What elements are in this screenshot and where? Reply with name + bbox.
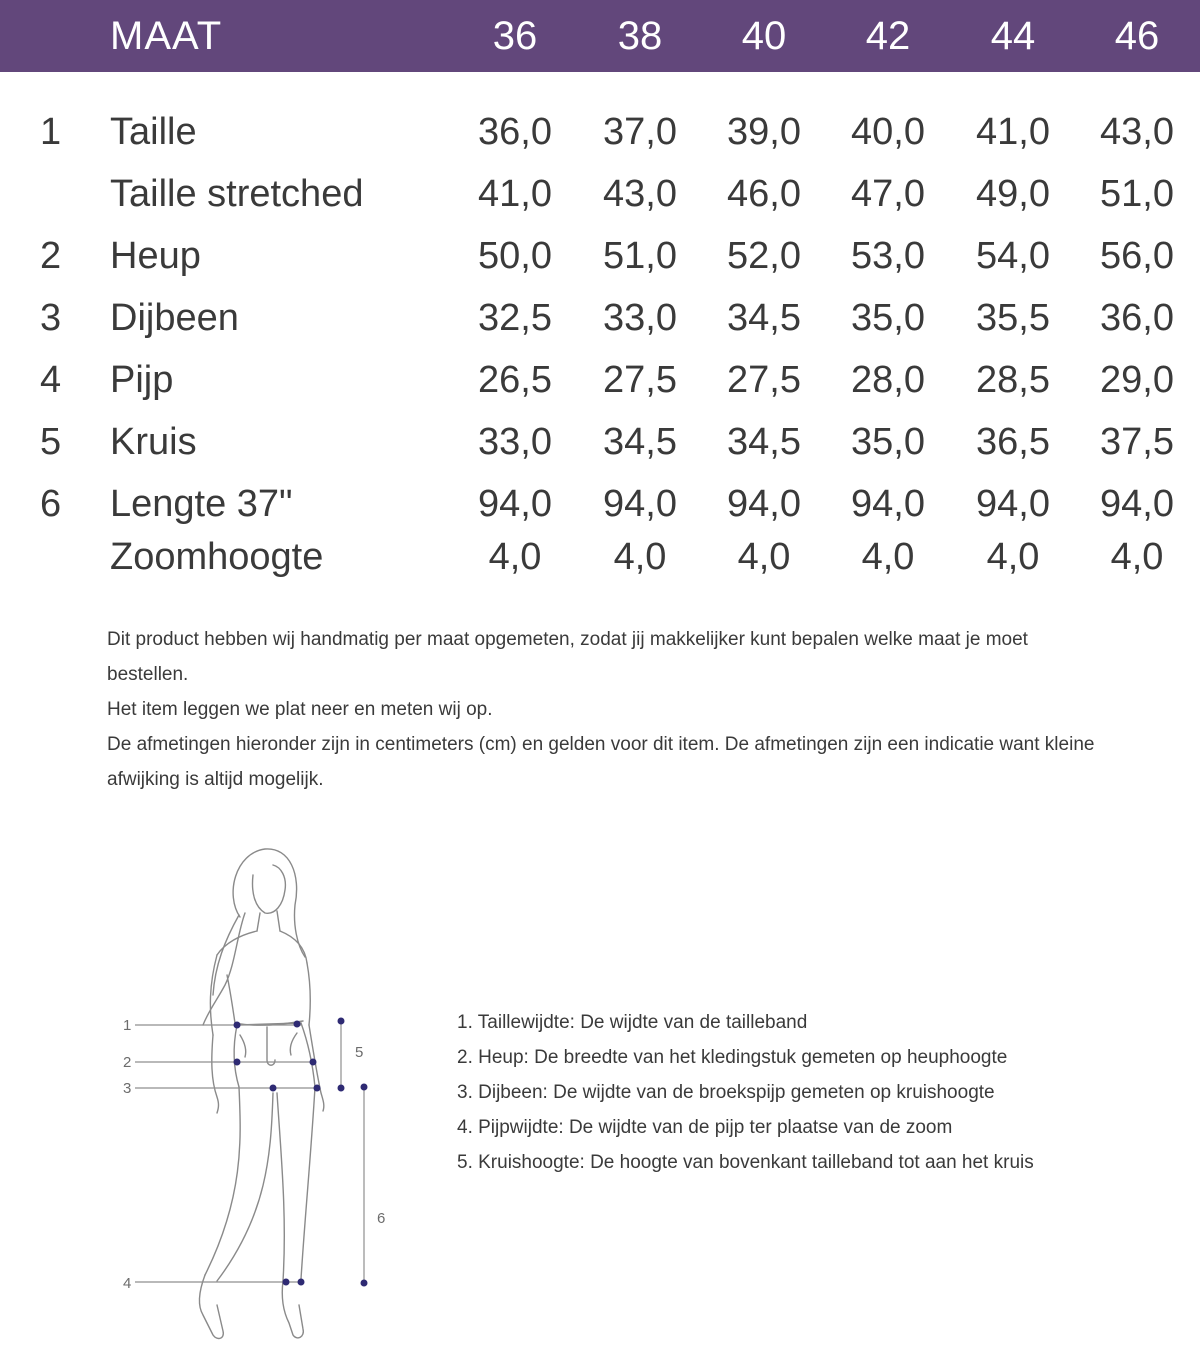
row-value: 43,0 [603,173,677,215]
row-value: 51,0 [603,235,677,277]
size-42-header: 42 [865,14,911,58]
row-value: 4,0 [737,536,791,578]
row-value: 27,5 [727,359,801,401]
row-value: 34,5 [727,421,801,463]
legend-item: 5. Kruishoogte: De hoogte van bovenkant tailleband tot aan het kruis [457,1152,1034,1173]
row-value: 4,0 [488,536,542,578]
size-44-header: 44 [990,14,1036,58]
table-row [0,527,1200,587]
table-row [0,102,1200,162]
note-paragraph: Het item leggen we plat neer en meten wij op. [107,699,493,720]
measurement-legend [457,1005,1097,1180]
legend-item: 3. Dijbeen: De wijdte van de broekspijp gemeten op kruishoogte [457,1082,995,1103]
row-value: 4,0 [986,536,1040,578]
row-value: 94,0 [727,483,801,525]
figure-label-3: 3 [123,1080,132,1097]
size-38-header: 38 [617,14,663,58]
figure-label-5: 5 [355,1044,364,1061]
row-value: 37,0 [603,111,677,153]
row-number: 5 [40,421,62,463]
figure-illustration [105,835,405,1365]
figure-label-4: 4 [123,1275,132,1292]
table-row [0,226,1200,286]
table-row [0,474,1200,534]
note-paragraph: De afmetingen hieronder zijn in centimeters (cm) en gelden voor dit item. De afmetingen zijn een indicatie want kleine afwijking is altijd mogelijk. [107,734,1095,790]
row-label: Lengte 37" [110,483,293,525]
row-value: 26,5 [478,359,552,401]
row-number: 1 [40,111,62,153]
row-value: 56,0 [1100,235,1174,277]
row-value: 47,0 [851,173,925,215]
size-36-header: 36 [492,14,538,58]
row-label: Pijp [110,359,174,401]
row-value: 94,0 [478,483,552,525]
row-value: 53,0 [851,235,925,277]
row-value: 52,0 [727,235,801,277]
legend-item: 1. Taillewijdte: De wijdte van de tailleband [457,1012,808,1033]
row-value: 36,5 [976,421,1050,463]
measurement-marker-dots [234,1018,368,1287]
table-row [0,350,1200,410]
row-value: 54,0 [976,235,1050,277]
row-value: 41,0 [976,111,1050,153]
row-value: 51,0 [1100,173,1174,215]
figure-label-1: 1 [123,1017,132,1034]
legend-item: 4. Pijpwijdte: De wijdte van de pijp ter plaatse van de zoom [457,1117,953,1138]
row-value: 4,0 [1110,536,1164,578]
row-value: 43,0 [1100,111,1174,153]
table-row [0,412,1200,472]
row-number: 2 [40,235,62,277]
row-value: 35,0 [851,421,925,463]
row-value: 35,5 [976,297,1050,339]
row-value: 27,5 [603,359,677,401]
measurement-figure [105,835,405,1365]
row-label: Heup [110,235,201,277]
row-value: 33,0 [603,297,677,339]
size-column-title: MAAT [110,14,223,58]
table-row [0,164,1200,224]
row-label: Taille [110,111,197,153]
row-value: 94,0 [603,483,677,525]
row-label: Dijbeen [110,297,239,339]
table-row [0,288,1200,348]
figure-label-6: 6 [377,1210,386,1227]
row-value: 32,5 [478,297,552,339]
row-value: 29,0 [1100,359,1174,401]
row-value: 35,0 [851,297,925,339]
size-46-header: 46 [1114,14,1160,58]
row-value: 49,0 [976,173,1050,215]
row-label: Zoomhoogte [110,536,324,578]
row-label: Taille stretched [110,173,364,215]
figure-label-2: 2 [123,1054,132,1071]
row-value: 28,5 [976,359,1050,401]
row-value: 36,0 [1100,297,1174,339]
row-value: 37,5 [1100,421,1174,463]
note-paragraph: Dit product hebben wij handmatig per maat opgemeten, zodat jij makkelijker kunt bepalen welke maat je moet bestellen. [107,629,1028,685]
row-value: 94,0 [1100,483,1174,525]
row-label: Kruis [110,421,197,463]
size-table-header [0,0,1200,72]
size-40-header: 40 [741,14,787,58]
row-value: 4,0 [613,536,667,578]
row-value: 40,0 [851,111,925,153]
legend-item: 2. Heup: De breedte van het kledingstuk gemeten op heuphoogte [457,1047,1008,1068]
row-value: 33,0 [478,421,552,463]
row-value: 36,0 [478,111,552,153]
row-number: 3 [40,297,62,339]
row-number: 6 [40,483,62,525]
measurement-notes [107,622,1097,797]
row-value: 34,5 [727,297,801,339]
row-value: 46,0 [727,173,801,215]
row-value: 4,0 [861,536,915,578]
row-number: 4 [40,359,62,401]
row-value: 34,5 [603,421,677,463]
row-value: 39,0 [727,111,801,153]
row-value: 28,0 [851,359,925,401]
row-value: 94,0 [976,483,1050,525]
row-value: 50,0 [478,235,552,277]
row-value: 41,0 [478,173,552,215]
row-value: 94,0 [851,483,925,525]
